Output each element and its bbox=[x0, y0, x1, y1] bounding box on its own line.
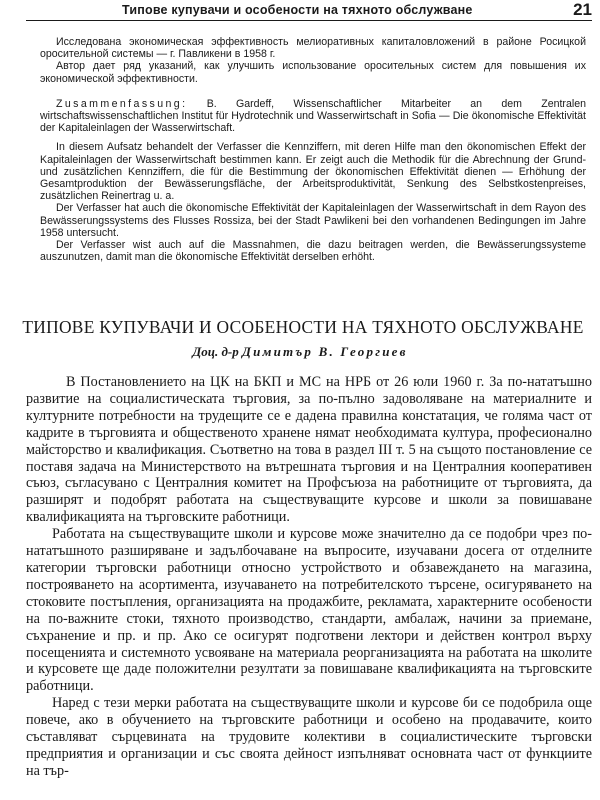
german-summary-paragraph: Der Verfasser hat auch die ökonomische Effektivität der Kapitaleinlagen der Wasserwirtschaft in dem Rayon des Bewässerungssystems des Flusses Rossiza, bei der Stadt Pawlikeni bei den vorhandenen Bedingungen im Jahre 1958 untersucht. bbox=[40, 202, 586, 239]
russian-summary-paragraph: Автор дает ряд указаний, как улучшить использование оросительных систем для повышения их экономической эффективности. bbox=[40, 60, 586, 85]
author-name: Димитър В. Георгиев bbox=[242, 344, 408, 359]
author-line bbox=[0, 344, 600, 360]
body-paragraph: Наред с тези мерки работата на съществуващите школи и курсове би се подобрила още повече, ако в обучението на търговските работници и особено на продавачите, които съставляват сърцевината на трудовите колективи в социалистическите търговски предприятия и организации и със своята дейност изпълняват основната част от функциите на тър- bbox=[26, 695, 592, 779]
german-summary-heading bbox=[40, 98, 586, 135]
german-summary-intro: B. Gardeff, Wissenschaftlicher Mitarbeiter an dem Zentralen wirtschaftswissenschaftlichen Institut für Hydrotechnik und Wasserwirtschaft in Sofia — Die ökonomische Effektivität der Kapitaleinlagen der Wasserwirtschaft. bbox=[40, 97, 586, 135]
author-title: Доц. д-р bbox=[192, 344, 239, 359]
page-number: 21 bbox=[573, 0, 592, 19]
body-paragraph: В Постановлението на ЦК на БКП и МС на НРБ от 26 юли 1960 г. За по-нататъшно развитие на социалистическата търговия, за по-пълно задоволяване на материалните и културните потребности на трудещите се е дадена правилна констатация, че голяма част от кадрите в търговията и общественото хранене нямат необходимата култура, професионално майсторство и квалификация. Съответно на това в раздел III т. 5 на същото постановление се поставя задача на Министерството на вътрешната търговия и на Централния кооперативен съюз, съгласувано с Централния комитет на Профсъюза на работниците от търговията, да разширят и подобрят работата на съществуващите курсове и школи за повишаване квалификацията на търговските работници. bbox=[26, 374, 592, 526]
article-title: ТИПОВЕ КУПУВАЧИ И ОСОБЕНОСТИ НА ТЯХНОТО ОБСЛУЖВАНЕ bbox=[22, 317, 584, 337]
running-header bbox=[26, 0, 592, 21]
running-title: Типове купувачи и особености на тяхното обслужване bbox=[122, 3, 473, 17]
german-summary-paragraph: In diesem Aufsatz behandelt der Verfasser die Kennziffern, mit deren Hilfe man den ökonomischen Effekt der Kapitaleinlagen der Wasserwirtschaft bestimmen kann. Er zeigt auch die Methodik für die Abrechnung der Grund- und zusätzlichen Kennziffern, die für die Bestimmung der ökonomischen Effektivität dienen — Erhöhung der Gesamtproduktion der Bewässerungsfläche, der Arbeitsproduktivität, Senkung des Selbstkostenpreises, zusätzlichen Reinertrag u. a. bbox=[40, 141, 586, 203]
body-paragraph: Работата на съществуващите школи и курсове може значително да се подобри чрез по-нататъшното разширяване и задълбочаване на въпросите, изучавани досега от отделните категории търговски работници относно устройството и обзавеждането на магазина, построяването на асортимента, изучаването на потребителското търсене, осигуряването на стоковите постъпления, организацията на продажбите, рекламата, характерните особености на по-важните стоки, тяхното производство, стандарти, амбалаж, начини за приемане, съхранение и пр. и пр. Ако се осигурят подготвени лектори и действен контрол върху посещенията и системното усвояване на материала реорганизацията на работата на школите и курсовете ще даде положителни резултати за повишаване квалификацията на търговските работници. bbox=[26, 526, 592, 695]
article-body bbox=[26, 374, 592, 780]
russian-summary-paragraph: Исследована экономическая эффективность мелиоративных капиталовложений в районе Росицкой оросительной системы — г. Павликени в 1958 г. bbox=[40, 36, 586, 61]
german-summary-label: Zusammenfassung: bbox=[56, 97, 188, 110]
german-summary-paragraph: Der Verfasser wist auch auf die Massnahmen, die dazu beitragen werden, die Bewässerungssysteme auszunutzen, damit man die ökonomische Effektivität derselben erhöht. bbox=[40, 239, 586, 264]
abstract-block bbox=[40, 36, 586, 263]
